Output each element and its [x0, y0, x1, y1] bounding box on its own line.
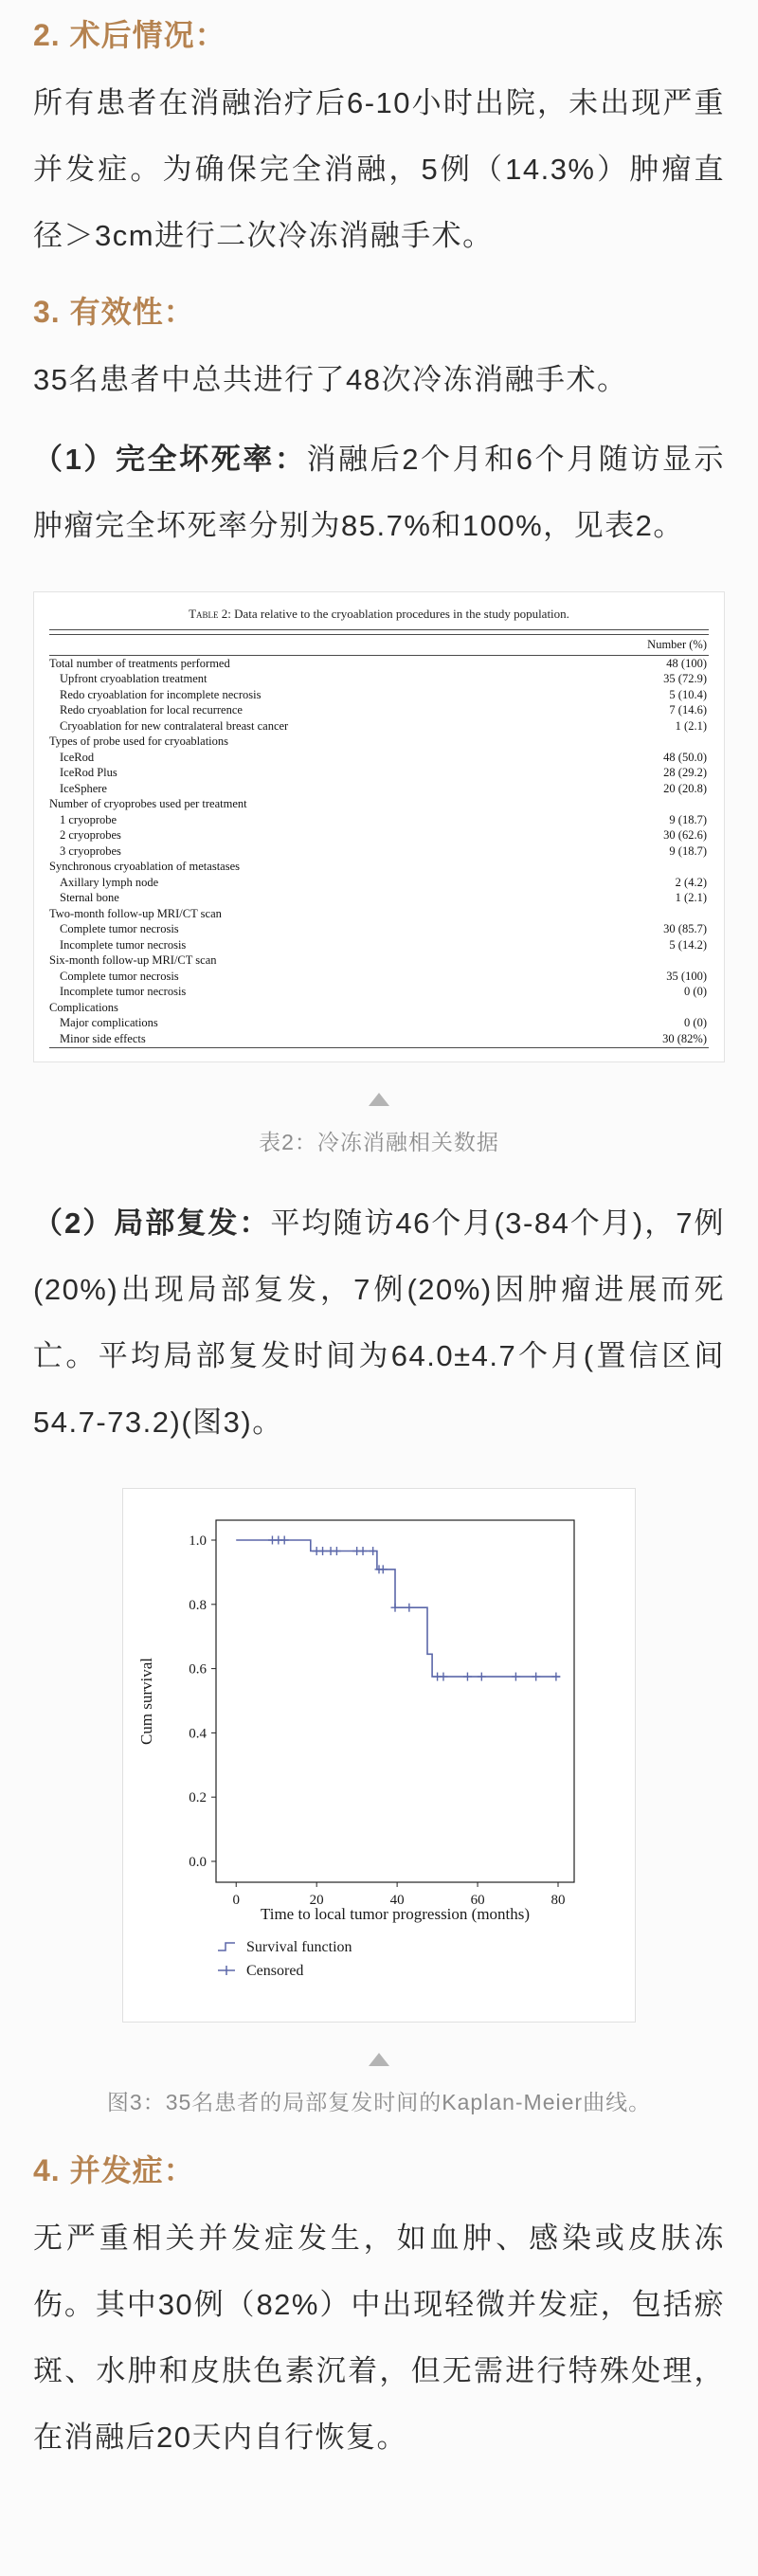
legend-step-symbol — [218, 1943, 235, 1950]
table-caption-text: Data relative to the cryoablation procedures in the study population. — [234, 607, 569, 621]
table-row: Types of probe used for cryoablations — [49, 735, 229, 748]
x-axis-label: Time to local tumor progression (months) — [260, 1904, 531, 1923]
y-tick-label: 0.8 — [189, 1597, 207, 1613]
section-heading-postop: 2. 术后情况： — [33, 18, 226, 52]
table-caption-cn: 表2：冷冻消融相关数据 — [259, 1129, 499, 1154]
y-tick-label: 0.4 — [189, 1725, 207, 1741]
table-caption-block — [33, 1093, 725, 1156]
table-row: Synchronous cryoablation of metastases — [49, 860, 240, 873]
table-row: Axillary lymph node 2 (4.2) — [60, 875, 707, 889]
table-row: Minor side effects 30 (82%) — [60, 1031, 707, 1045]
table-row: Redo cryoablation for local recurrence 7 (14.6) — [60, 703, 707, 717]
procedures-table-body — [49, 656, 709, 1048]
x-tick-label: 40 — [389, 1892, 405, 1908]
paragraph-complete-necrosis — [33, 426, 725, 559]
legend-label-survival: Survival function — [246, 1938, 352, 1955]
table-row: Upfront cryoablation treatment 35 (72.9) — [60, 672, 707, 685]
table-row: Major complications 0 (0) — [60, 1016, 707, 1029]
table-row: IceRod 48 (50.0) — [60, 750, 707, 764]
table-row: Incomplete tumor necrosis 0 (0) — [60, 985, 707, 998]
paragraph-text-local-recurrence: 平均随访46个月(3-84个月)，7例(20%)出现局部复发，7例(20%)因肿瘤进展而死亡。平均局部复发时间为64.0±4.7个月(置信区间54.7-73.2)(图3)。 — [33, 1206, 725, 1439]
table-english-caption — [49, 607, 709, 622]
procedures-table — [49, 635, 709, 1048]
table-row: Redo cryoablation for incomplete necrosis 5 (10.4) — [60, 687, 707, 701]
table-row: Number of cryoprobes used per treatment — [49, 797, 247, 810]
table-row: Complete tumor necrosis 35 (100) — [60, 969, 707, 983]
y-tick-label: 0.6 — [189, 1661, 207, 1678]
table-row: IceRod Plus 28 (29.2) — [60, 766, 707, 779]
y-axis-label: Cum survival — [137, 1657, 155, 1745]
x-tick-label: 0 — [232, 1892, 240, 1908]
paragraph-text-complete-necrosis: 消融后2个月和6个月随访显示肿瘤完全坏死率分别为85.7%和100%，见表2。 — [33, 443, 725, 542]
y-tick-label: 1.0 — [189, 1533, 207, 1549]
table-row: Complete tumor necrosis 30 (85.7) — [60, 922, 707, 935]
triangle-up-icon — [369, 1093, 389, 1106]
figure-caption-cn: 图3：35名患者的局部复发时间的Kaplan-Meier曲线。 — [106, 2089, 652, 2114]
table-figure-image — [33, 591, 725, 1062]
x-tick-label: 60 — [470, 1892, 485, 1908]
y-tick-label: 0.0 — [189, 1854, 207, 1870]
paragraph-postop: 所有患者在消融治疗后6-10小时出院，未出现严重并发症。为确保完全消融，5例（14.3%）肿瘤直径＞3cm进行二次冷冻消融手术。 — [33, 86, 725, 252]
legend-label-censored: Censored — [246, 1962, 304, 1979]
x-tick-label: 20 — [309, 1892, 324, 1908]
paragraph-total-treatments: 35名患者中总共进行了48次冷冻消融手术。 — [33, 363, 628, 396]
paragraph-local-recurrence — [33, 1190, 725, 1456]
x-tick-label: 80 — [550, 1892, 566, 1908]
table-row: Sternal bone 1 (2.1) — [60, 891, 707, 904]
table-header-number: Number (%) — [574, 635, 709, 656]
kaplan-meier-chart — [123, 1489, 635, 2020]
table-row: Complications — [49, 1000, 118, 1014]
table-row: 2 cryoprobes 30 (62.6) — [60, 828, 707, 842]
table-header-row — [49, 635, 709, 656]
paragraph-complications: 无严重相关并发症发生，如血肿、感染或皮肤冻伤。其中30例（82%）中出现轻微并发症，包括瘀斑、水肿和皮肤色素沉着，但无需进行特殊处理，在消融后20天内自行恢复。 — [33, 2221, 725, 2454]
km-figure-image — [122, 1488, 636, 2023]
table-row: Two-month follow-up MRI/CT scan — [49, 906, 222, 920]
survival-step-line — [236, 1540, 560, 1677]
table-row: Incomplete tumor necrosis 5 (14.2) — [60, 937, 707, 952]
table-row: 3 cryoprobes 9 (18.7) — [60, 844, 707, 858]
paragraph-lead-local-recurrence: （2）局部复发： — [33, 1206, 271, 1240]
table-caption-label: Table 2: — [189, 607, 235, 621]
paragraph-lead-complete-necrosis: （1）完全坏死率： — [33, 443, 307, 476]
table-row: Six-month follow-up MRI/CT scan — [49, 953, 217, 967]
section-heading-complications: 4. 并发症： — [33, 2152, 195, 2187]
section-heading-efficacy: 3. 有效性： — [33, 295, 195, 329]
table-row: IceSphere 20 (20.8) — [60, 781, 707, 795]
figure-caption-block — [33, 2053, 725, 2116]
table-row: Total number of treatments performed 48 (100) — [49, 656, 707, 670]
triangle-up-icon — [369, 2053, 389, 2066]
table-row: Cryoablation for new contralateral breast cancer 1 (2.1) — [60, 718, 707, 733]
table-header-empty — [49, 635, 574, 656]
table-row: 1 cryoprobe 9 (18.7) — [60, 812, 707, 826]
y-tick-label: 0.2 — [189, 1789, 207, 1805]
